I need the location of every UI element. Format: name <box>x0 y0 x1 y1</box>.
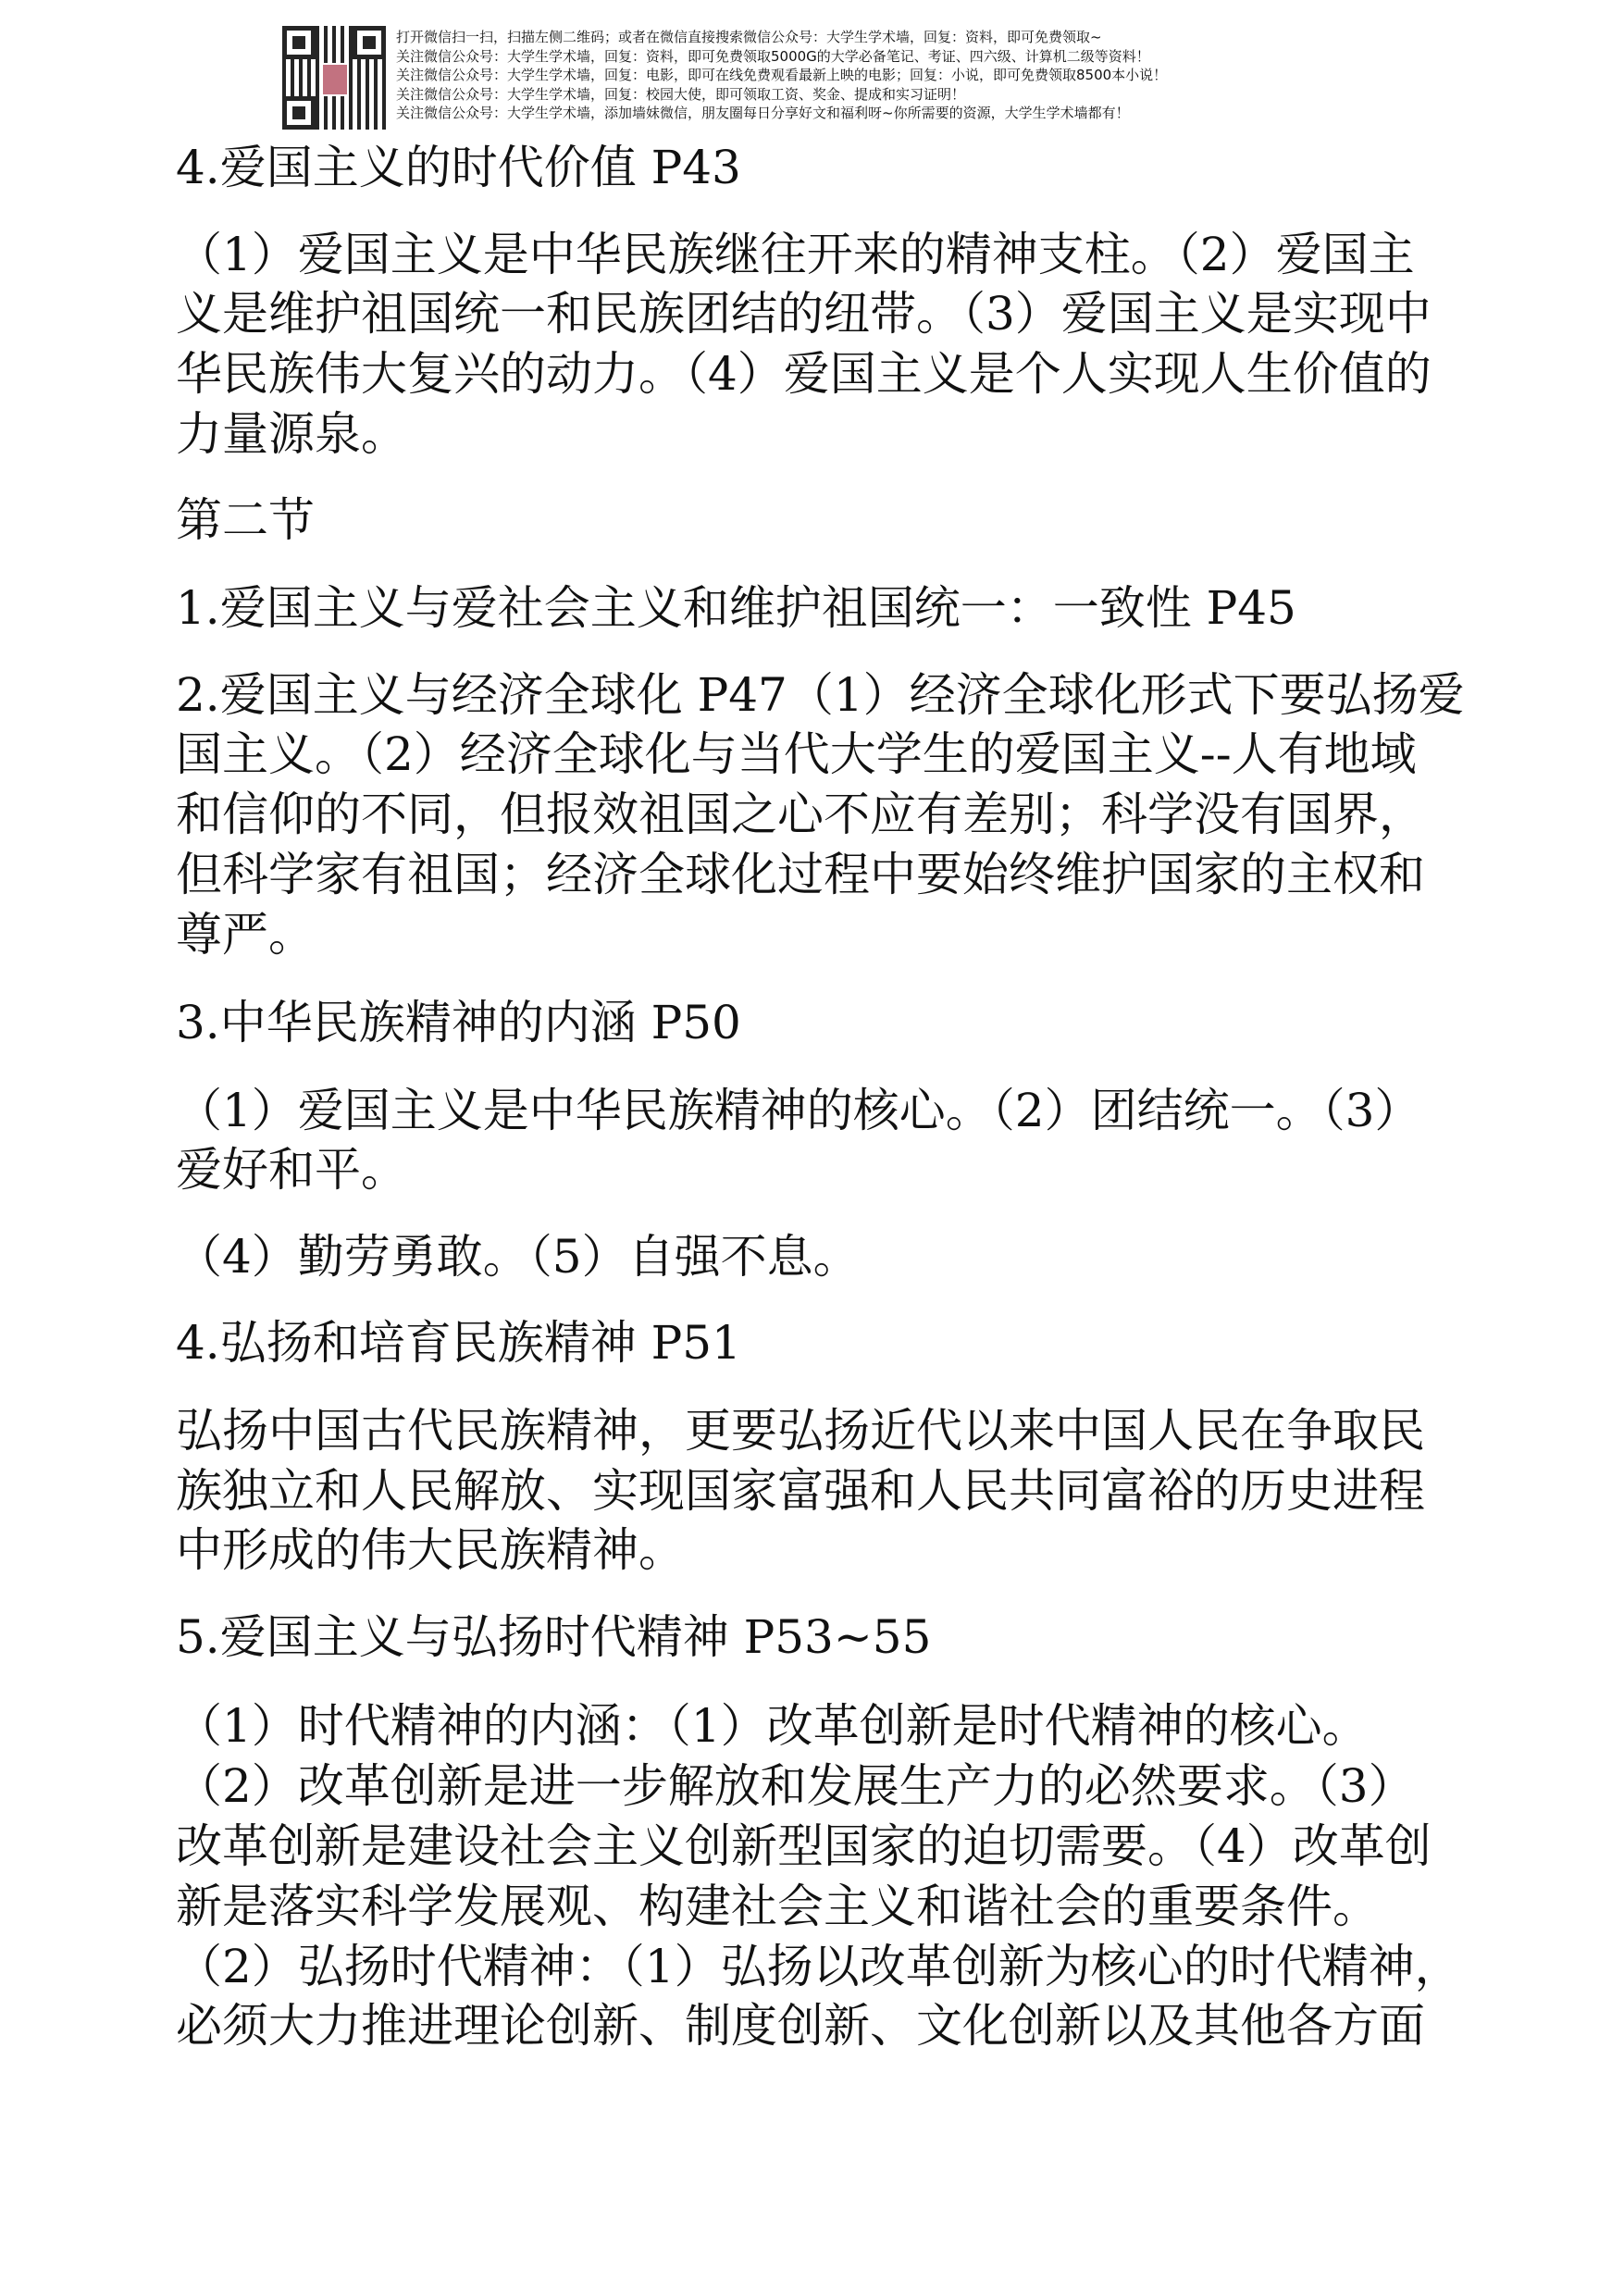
text-line: 但科学家有祖国；经济全球化过程中要始终维护国家的主权和 <box>176 848 1425 901</box>
text-line: 3.中华民族精神的内涵 P50 <box>176 996 741 1049</box>
text-line: 中形成的伟大民族精神。 <box>176 1523 685 1577</box>
text-line: 4.弘扬和培育民族精神 P51 <box>176 1316 741 1370</box>
text-line: 改革创新是建设社会主义创新型国家的迫切需要。（4）改革创 <box>176 1819 1432 1873</box>
text-line: （4）勤劳勇敢。（5）自强不息。 <box>176 1230 860 1284</box>
text-line: 爱好和平。 <box>176 1143 407 1197</box>
text-line: 5.爱国主义与弘扬时代精神 P53~55 <box>176 1610 932 1664</box>
text-line: 2.爱国主义与经济全球化 P47（1）经济全球化形式下要弘扬爱 <box>176 668 1465 722</box>
text-line: 族独立和人民解放、实现国家富强和人民共同富裕的历史进程 <box>176 1464 1425 1518</box>
text-line: 和信仰的不同，但报效祖国之心不应有差别；科学没有国界， <box>176 788 1425 841</box>
text-line: 国主义。（2）经济全球化与当代大学生的爱国主义--人有地域 <box>176 727 1417 781</box>
header-ad-line: 关注微信公众号：大学生学术墙，回复：电影，即可在线免费观看最新上映的电影；回复：小说，即可免费领取8500本小说！ <box>396 67 1168 83</box>
text-line: 4.爱国主义的时代价值 P43 <box>176 141 741 194</box>
text-line: 1.爱国主义与爱社会主义和维护祖国统一：一致性 P45 <box>176 581 1296 635</box>
header-ad-line: 关注微信公众号：大学生学术墙，添加墙妹微信，朋友圈每日分享好文和福利呀~你所需要的资源，大学生学术墙都有！ <box>396 105 1130 121</box>
header-ad-line: 打开微信扫一扫，扫描左侧二维码；或者在微信直接搜索微信公众号：大学生学术墙，回复：资料，即可免费领取~ <box>396 29 1102 45</box>
text-line: （2）弘扬时代精神：（1）弘扬以改革创新为核心的时代精神， <box>176 1940 1461 1993</box>
text-line: 尊严。 <box>176 908 315 962</box>
text-line: （1）时代精神的内涵：（1）改革创新是时代精神的核心。 <box>176 1699 1369 1753</box>
text-line: （1）爱国主义是中华民族精神的核心。（2）团结统一。（3） <box>176 1084 1421 1137</box>
header-ad <box>396 28 1167 123</box>
text-line: （1）爱国主义是中华民族继往开来的精神支柱。（2）爱国主 <box>176 228 1415 281</box>
text-line: （2）改革创新是进一步解放和发展生产力的必然要求。（3） <box>176 1759 1415 1813</box>
text-line: 第二节 <box>176 493 315 547</box>
header-ad-line: 关注微信公众号：大学生学术墙，回复：资料，即可免费领取5000G的大学必备笔记、考证、四六级、计算机二级等资料！ <box>396 47 1150 65</box>
text-line: 弘扬中国古代民族精神，更要弘扬近代以来中国人民在争取民 <box>176 1404 1425 1458</box>
text-line: 新是落实科学发展观、构建社会主义和谐社会的重要条件。 <box>176 1880 1379 1933</box>
logo-icon <box>321 63 349 96</box>
header-ad-line: 关注微信公众号：大学生学术墙，回复：校园大使，即可领取工资、奖金、提成和实习证明！ <box>396 85 966 103</box>
text-line: 义是维护祖国统一和民族团结的纽带。（3）爱国主义是实现中 <box>176 287 1432 341</box>
qr-code <box>282 26 386 130</box>
text-line: 必须大力推进理论创新、制度创新、文化创新以及其他各方面 <box>176 1999 1425 2053</box>
text-line: 华民族伟大复兴的动力。（4）爱国主义是个人实现人生价值的 <box>176 347 1432 401</box>
text-line: 力量源泉。 <box>176 407 407 461</box>
